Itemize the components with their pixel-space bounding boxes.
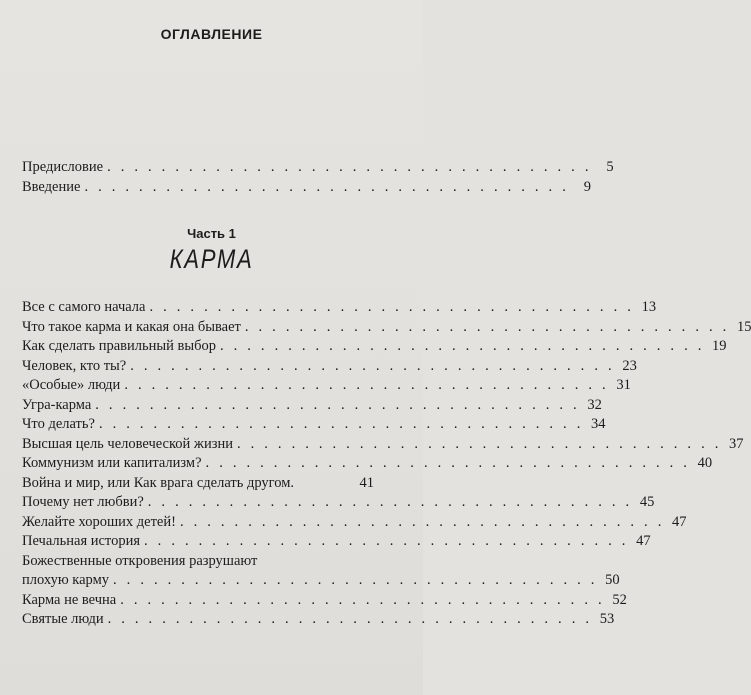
toc-entry <box>22 474 374 494</box>
entry-page: 23 <box>622 357 637 374</box>
toc-entry <box>22 178 592 198</box>
leader-dots: . . . . . . . . . . . . . . . . . . . . . . . . . . . . . . . . . . . . <box>120 591 605 608</box>
entry-title: Карма не вечна <box>22 591 117 608</box>
leader-dots: . . . . . . . . . . . . . . . . . . . . . . . . . . . . . . . . . . . . <box>147 494 633 510</box>
entry-title: плохую карму <box>22 572 110 588</box>
entry-title: Высшая цель человеческой жизни <box>22 435 233 452</box>
leader-dots: . . . . . . . . . . . . . . . . . . . . . . . . . . . . . . . . . . . . <box>130 357 615 374</box>
entry-title: Печальная история <box>22 533 141 549</box>
leader-dots: . . . . . . . . . . . . . . . . . . . . . . . . . . . . . . . . . . . . <box>98 416 584 432</box>
leader-dots: . . . . . . . . . . . . . . . . . . . . . . . . . . . . . . . . . . . . <box>107 611 593 627</box>
part-title: КАРМА <box>169 244 254 274</box>
entry-title: Что такое карма и какая она бывает <box>22 318 241 335</box>
entry-title: Введение <box>22 178 81 195</box>
entry-page: 5 <box>606 159 614 175</box>
entry-page: 34 <box>591 416 606 432</box>
toc-entry <box>22 396 602 416</box>
entry-title: Война и мир, или Как врага сделать другом. <box>22 474 294 491</box>
toc-entry <box>22 376 631 396</box>
toc-entry <box>22 158 614 178</box>
part-label: Часть 1 <box>187 226 236 241</box>
leader-dots: . . . . . . . . . . . . . . . . . . . . . . . . . . . . . . . . . . . . <box>95 396 580 413</box>
leader-dots: . . . . . . . . . . . . . . . . . . . . . . . . . . . . . . . . . . . . <box>244 318 730 335</box>
entry-page: 41 <box>359 474 374 491</box>
entry-title: Все с самого начала <box>22 299 146 315</box>
entry-page: 19 <box>712 338 727 354</box>
entry-page: 40 <box>697 455 713 471</box>
entry-page: 15 <box>736 318 751 335</box>
toc-entry <box>22 318 751 338</box>
entry-title: Человек, кто ты? <box>22 357 127 374</box>
entry-title: Угра-карма <box>22 396 92 413</box>
entry-page: 52 <box>612 591 627 608</box>
leader-dots: . . . . . . . . . . . . . . . . . . . . . . . . . . . . . . . . . . . . <box>113 572 598 588</box>
toc-entry <box>22 415 606 435</box>
entry-page: 13 <box>641 299 657 315</box>
entry-page: 31 <box>616 377 631 393</box>
toc-entry <box>22 357 637 377</box>
toc-entry <box>22 337 727 357</box>
entry-page: 50 <box>605 572 620 588</box>
toc-entry <box>22 610 615 630</box>
leader-dots: . . . . . . . . . . . . . . . . . . . . . . . . . . . . . . . . . . . . <box>236 435 722 452</box>
leader-dots: . . . . . . . . . . . . . . . . . . . . . . . . . . . . . . . . . . . . <box>179 513 665 530</box>
leader-dots: . . . . . . . . . . . . . . . . . . . . . . . . . . . . . . . . . . . . <box>144 533 629 549</box>
intro-entries <box>22 158 614 197</box>
entry-title: «Особые» люди <box>22 377 121 393</box>
part-entries <box>22 298 751 630</box>
entry-title-line: Божественные откровения разрушают <box>22 552 258 569</box>
leader-dots: . . . . . . . . . . . . . . . . . . . . . . . . . . . . . . . . . . . . <box>149 299 635 315</box>
leader-dots: . . . . . . . . . . . . . . . . . . . . . . . . . . . . . . . . . . . . <box>124 377 609 393</box>
leader-dots: . . . . . . . . . . . . . . . . . . . . . . . . . . . . . . . . . . . . <box>107 159 592 175</box>
entry-title: Что делать? <box>22 416 95 432</box>
toc-entry <box>22 513 687 533</box>
toc-entry <box>22 591 627 611</box>
toc-entry <box>22 571 620 591</box>
entry-page: 37 <box>729 435 744 452</box>
toc-entry <box>22 298 657 318</box>
entry-title: Почему нет любви? <box>22 494 144 510</box>
leader-dots: . . . . . . . . . . . . . . . . . . . . . . . . . . . . . . . . . . . . <box>84 178 570 195</box>
toc-entry <box>22 493 655 513</box>
entry-title: Коммунизм или капитализм? <box>22 455 202 471</box>
entry-title: Как сделать правильный выбор <box>22 338 216 354</box>
leader-dots: . . . . . . . . . . . . . . . . . . . . . . . . . . . . . . . . . . . . <box>205 455 691 471</box>
entry-page: 53 <box>599 611 615 627</box>
entry-page: 47 <box>672 513 687 530</box>
leader-dots: . . . . . . . . . . . . . . . . . . . . . . . . . . . . . . . . . . . . <box>219 338 705 354</box>
entry-page: 9 <box>583 178 592 195</box>
toc-heading: ОГЛАВЛЕНИЕ <box>160 26 263 42</box>
entry-page: 47 <box>636 533 651 549</box>
toc-entry <box>22 454 713 474</box>
entry-page: 45 <box>639 494 655 510</box>
entry-page: 32 <box>587 396 602 413</box>
entry-title: Предисловие <box>22 159 104 175</box>
entry-title: Желайте хороших детей! <box>22 513 176 530</box>
toc-entry <box>22 435 744 455</box>
entry-title: Святые люди <box>22 611 104 627</box>
toc-entry <box>22 532 651 552</box>
